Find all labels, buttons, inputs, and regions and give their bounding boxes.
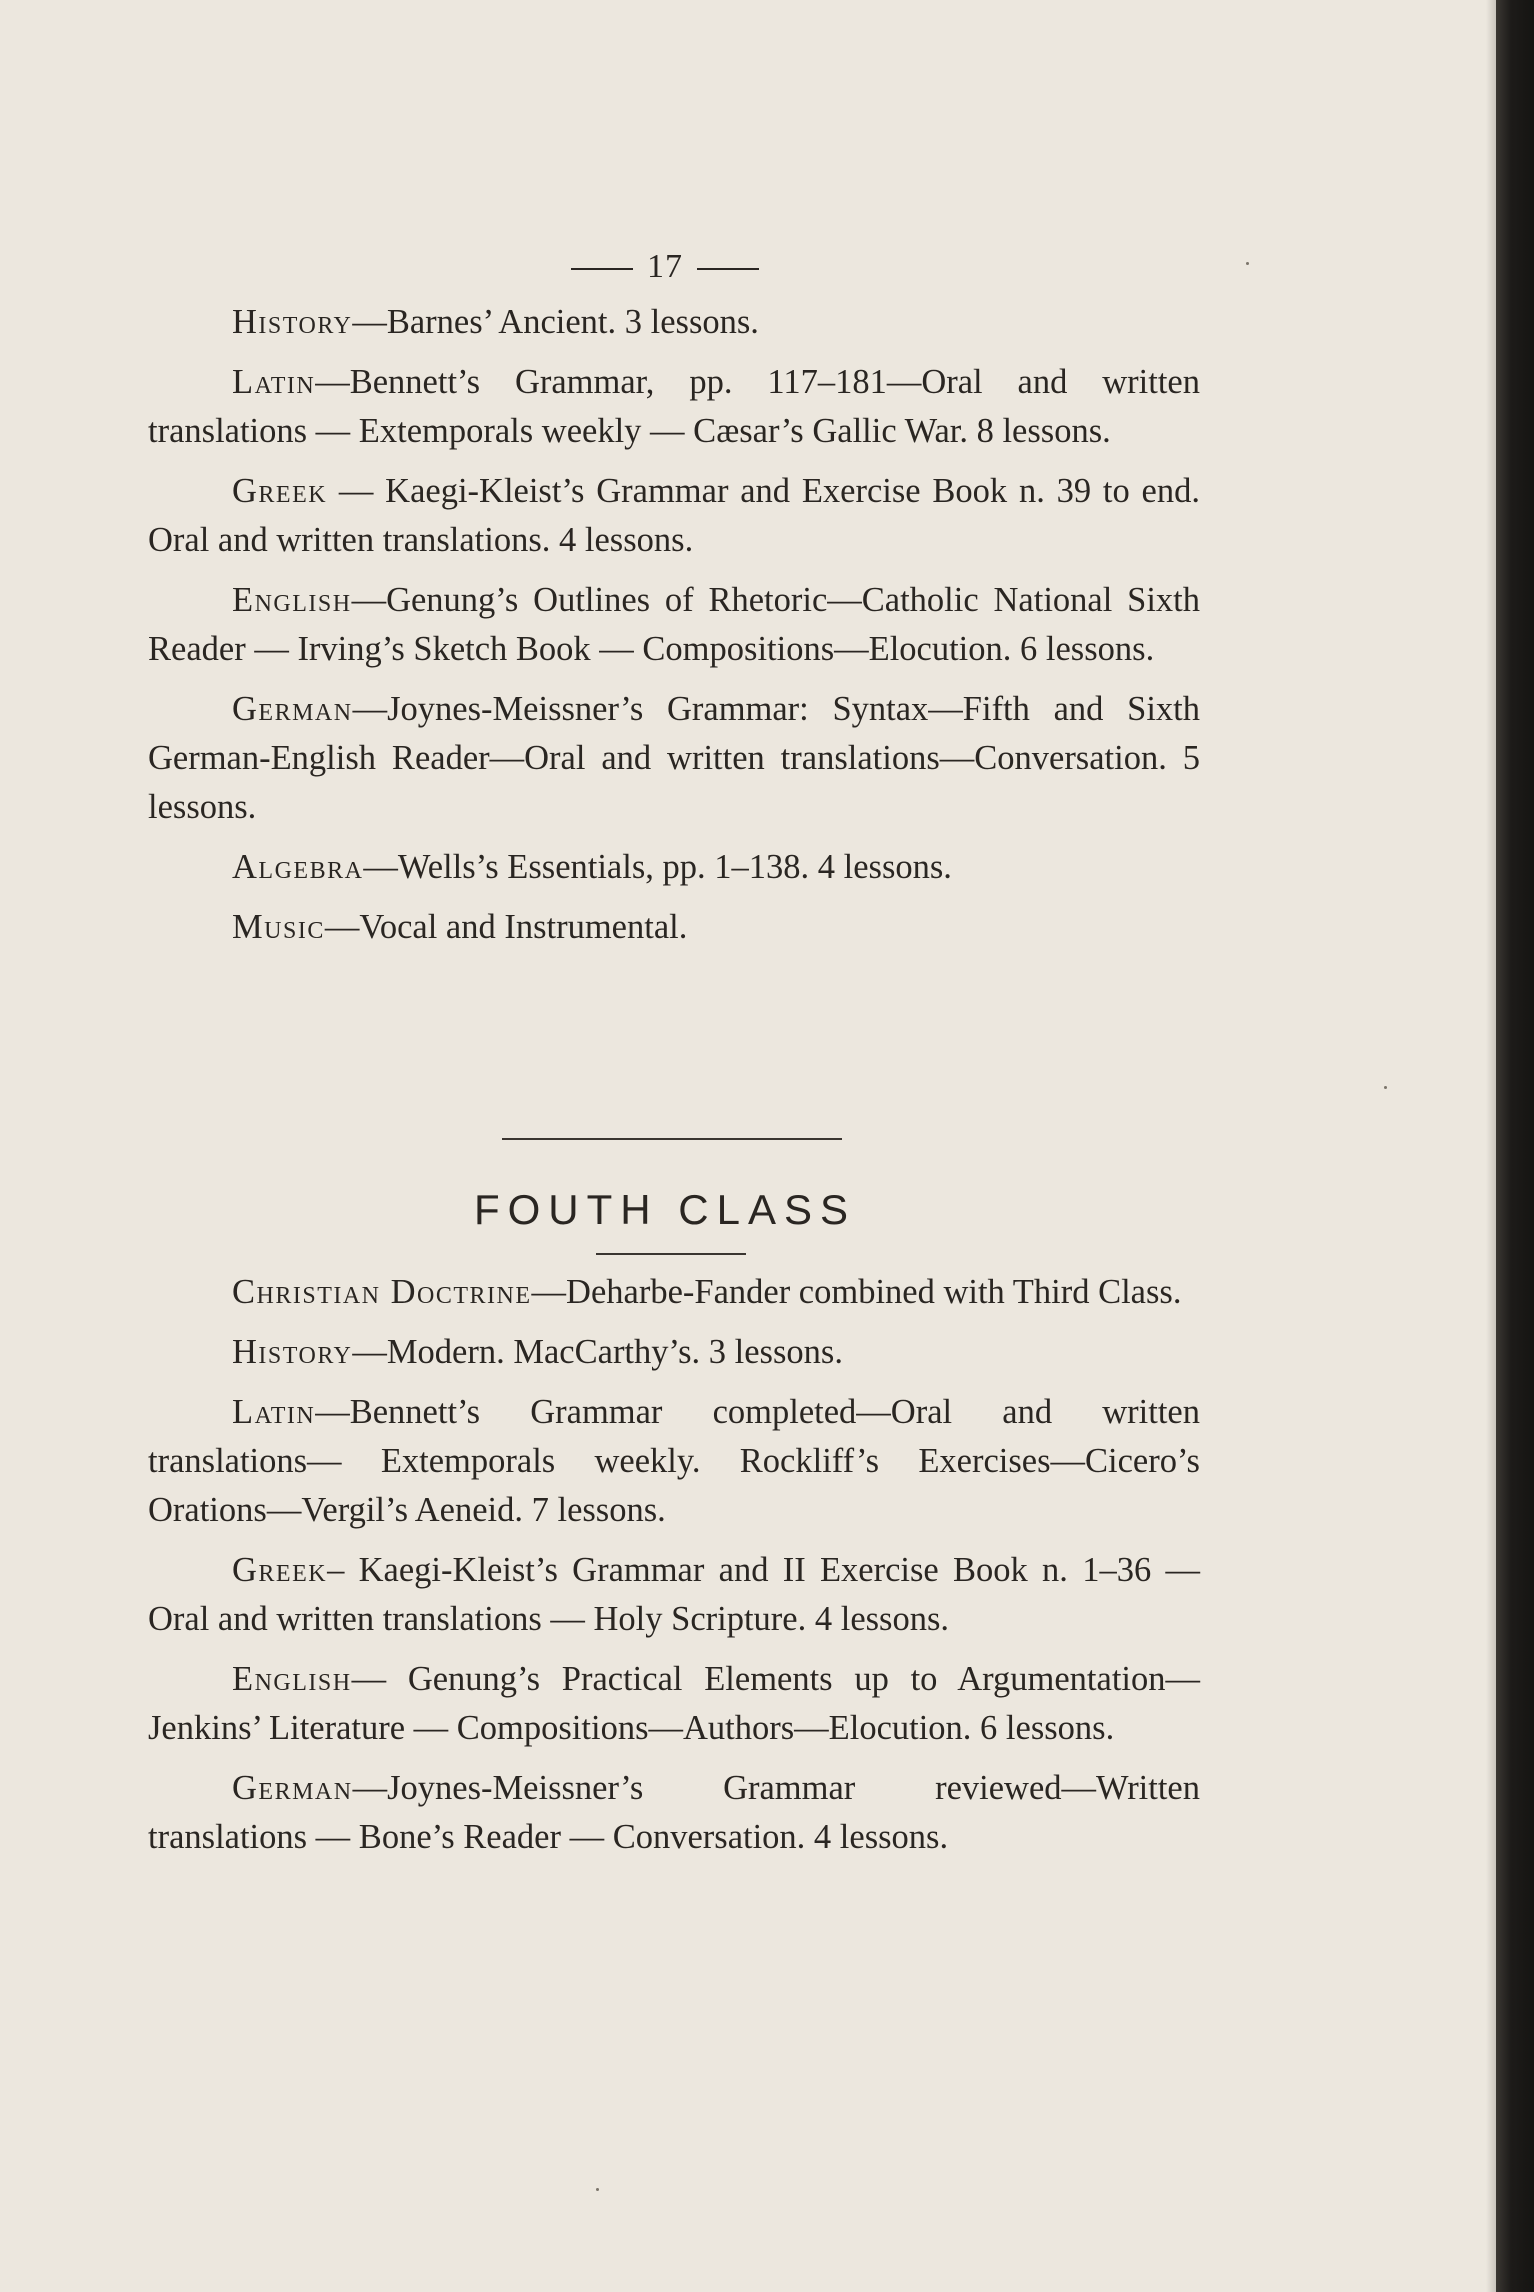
subject-label: Latin bbox=[232, 363, 316, 401]
subject-text: —Bennett’s Grammar, pp. 117–181—Oral and written translations — Extemporals weekly — Cæsar’s Gallic War. 8 lessons. bbox=[148, 363, 1200, 450]
syllabus-entry-music bbox=[148, 903, 1200, 952]
page-number bbox=[0, 248, 1330, 286]
section-divider bbox=[502, 1138, 842, 1140]
page-number-text: 17 bbox=[647, 248, 683, 285]
paper-speck bbox=[596, 2188, 599, 2191]
subject-text: —Wells’s Essentials, pp. 1–138. 4 lessons. bbox=[363, 848, 952, 886]
subject-label: Greek bbox=[232, 472, 328, 510]
syllabus-entry-german bbox=[148, 1764, 1200, 1862]
subject-label: Christian Doctrine bbox=[232, 1273, 532, 1311]
subject-label: Greek bbox=[232, 1551, 328, 1589]
subject-text: —Genung’s Outlines of Rhetoric—Catholic National Sixth Reader — Irving’s Sketch Book — Compositions—Elocution. 6 lessons. bbox=[148, 581, 1200, 668]
subject-label: History bbox=[232, 1333, 353, 1371]
book-binding-edge bbox=[1496, 0, 1534, 2292]
subject-label: German bbox=[232, 690, 353, 728]
syllabus-entry-greek bbox=[148, 467, 1200, 565]
syllabus-entry-german bbox=[148, 685, 1200, 832]
subject-label: Algebra bbox=[232, 848, 364, 886]
subject-label: Latin bbox=[232, 1393, 316, 1431]
syllabus-entry-history bbox=[148, 298, 1200, 347]
section-heading: FOUTH CLASS bbox=[473, 1186, 857, 1233]
folio-dash-left bbox=[571, 268, 633, 270]
subject-text: —Joynes-Meissner’s Grammar reviewed—Written translations — Bone’s Reader — Conversation. 4 lessons. bbox=[148, 1769, 1200, 1856]
syllabus-entry-latin bbox=[148, 358, 1200, 456]
subject-text: – Kaegi-Kleist’s Grammar and II Exercise Book n. 1–36 — Oral and written translations — Holy Scripture. 4 lessons. bbox=[148, 1551, 1200, 1638]
subject-text: — Genung’s Practical Elements up to Argumentation— Jenkins’ Literature — Compositions—Authors—Elocution. 6 lessons. bbox=[148, 1660, 1200, 1747]
subject-label: Music bbox=[232, 908, 325, 946]
subject-text: —Bennett’s Grammar completed—Oral and written translations— Extemporals weekly. Rockliff’s Exercises—Cicero’s Orations—Vergil’s Aeneid. 7 lessons. bbox=[148, 1393, 1200, 1529]
syllabus-entry-history bbox=[148, 1328, 1200, 1377]
subject-text: —Modern. MacCarthy’s. 3 lessons. bbox=[352, 1333, 843, 1371]
third-class-syllabus bbox=[148, 298, 1200, 963]
folio-dash-right bbox=[697, 268, 759, 270]
subject-text: —Vocal and Instrumental. bbox=[324, 908, 688, 946]
syllabus-entry-english bbox=[148, 1655, 1200, 1753]
syllabus-entry-latin bbox=[148, 1388, 1200, 1535]
syllabus-entry-english bbox=[148, 576, 1200, 674]
paper-speck bbox=[1246, 262, 1249, 265]
subject-label: History bbox=[232, 303, 353, 341]
syllabus-entry-greek bbox=[148, 1546, 1200, 1644]
subject-text: —Barnes’ Ancient. 3 lessons. bbox=[352, 303, 759, 341]
subject-label: English bbox=[232, 581, 352, 619]
paper-speck bbox=[1384, 1086, 1387, 1089]
subject-text: — Kaegi-Kleist’s Grammar and Exercise Book n. 39 to end. Oral and written translations. 4 lessons. bbox=[148, 472, 1200, 559]
fourth-class-syllabus bbox=[148, 1268, 1200, 1873]
subject-text: —Deharbe-Fander combined with Third Class. bbox=[531, 1273, 1182, 1311]
syllabus-entry-algebra bbox=[148, 843, 1200, 892]
subject-label: English bbox=[232, 1660, 352, 1698]
subject-text: —Joynes-Meissner’s Grammar: Syntax—Fifth and Sixth German-English Reader—Oral and written translations—Conversation. 5 lessons. bbox=[148, 690, 1200, 826]
syllabus-entry-christian-doctrine bbox=[148, 1268, 1200, 1317]
heading-underline bbox=[596, 1253, 746, 1255]
subject-label: German bbox=[232, 1769, 353, 1807]
